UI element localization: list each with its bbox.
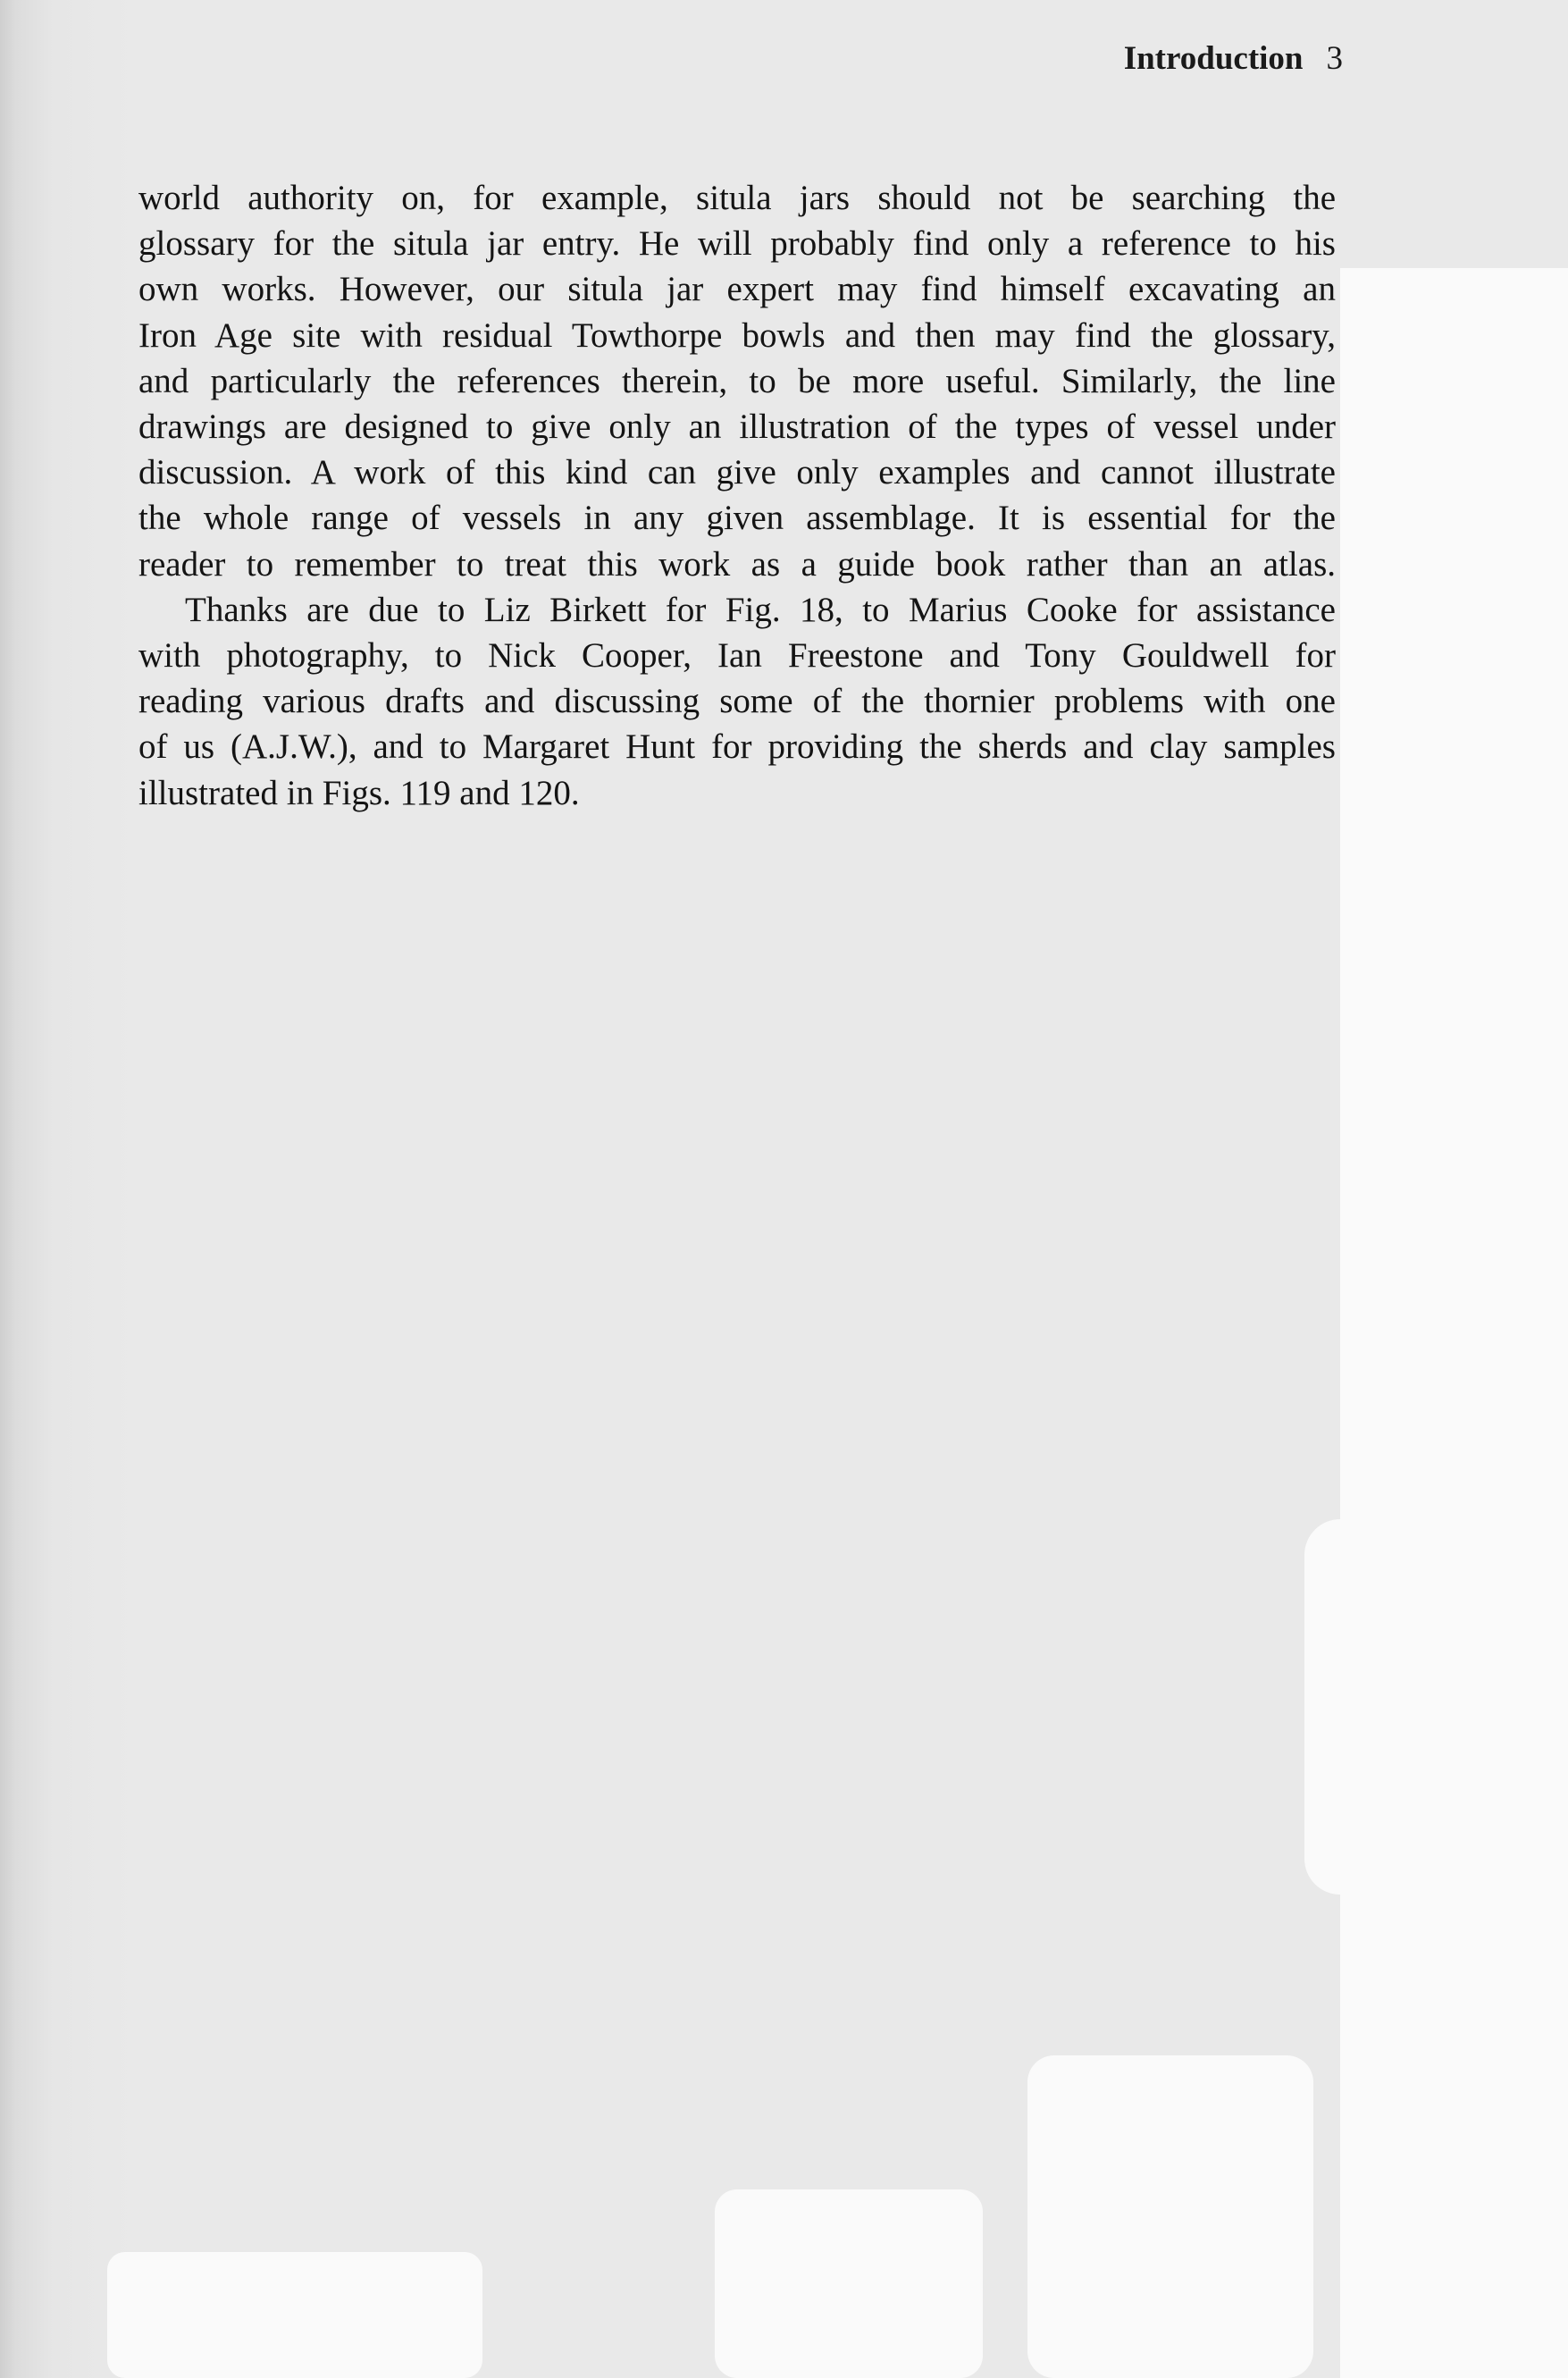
paragraph-2 (138, 587, 1336, 816)
page-gutter-shadow (0, 0, 134, 2378)
paragraph-1 (138, 175, 1336, 587)
text-line: the whole range of vessels in any given assemblage. It is essential for the (138, 499, 1336, 538)
text-line: reader to remember to treat this work as a guide book rather than an atlas. (138, 544, 1336, 584)
text-line: and particularly the references therein, to be more useful. Similarly, the line (138, 361, 1336, 400)
text-line: drawings are designed to give only an illustration of the types of vessel under (138, 408, 1336, 447)
scan-artifact (715, 2189, 983, 2378)
scan-artifact (1027, 2055, 1313, 2378)
text-line: Iron Age site with residual Towthorpe bowls and then may find the glossary, (138, 315, 1336, 355)
scan-artifact (107, 2252, 482, 2378)
text-line: with photography, to Nick Cooper, Ian Freestone and Tony Gouldwell for (138, 636, 1336, 676)
text-line: of us (A.J.W.), and to Margaret Hunt for providing the sherds and clay samples (138, 727, 1336, 767)
running-head-title: Introduction (1123, 40, 1304, 77)
text-line: glossary for the situla jar entry. He will probably find only a reference to his (138, 224, 1336, 264)
running-head (1124, 39, 1343, 78)
text-line: own works. However, our situla jar expert may find himself excavating an (138, 270, 1336, 309)
text-line: world authority on, for example, situla jars should not be searching the (138, 179, 1336, 217)
text-line: reading various drafts and discussing some of the thornier problems with one (138, 682, 1336, 721)
text-line: Thanks are due to Liz Birkett for Fig. 18, to Marius Cooke for assistance (185, 590, 1336, 629)
scan-artifact (1340, 268, 1568, 2378)
body-text (138, 175, 1336, 816)
page-number: 3 (1326, 40, 1343, 77)
text-line: discussion. A work of this kind can give only examples and cannot illustrate (138, 453, 1336, 492)
text-line: illustrated in Figs. 119 and 120. (138, 773, 580, 812)
scan-artifact (1304, 1519, 1412, 1895)
